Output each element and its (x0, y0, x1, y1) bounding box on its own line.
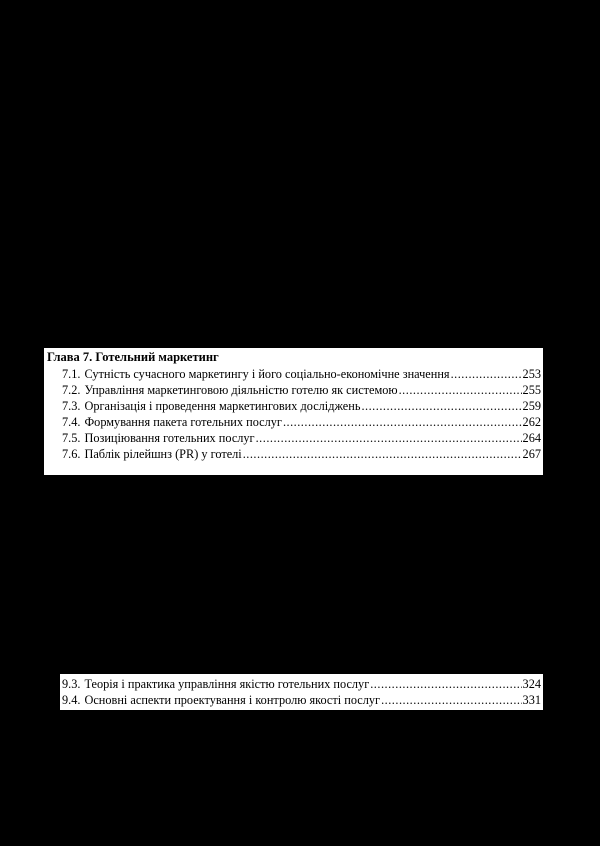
toc-entry-page: 253 (522, 367, 541, 381)
toc-entry[interactable] (62, 676, 541, 692)
toc-entry[interactable] (62, 430, 541, 446)
toc-entry-title: Організація і проведення маркетингових досліджень (84, 399, 361, 413)
toc-dot-leader (381, 692, 521, 708)
toc-entry-page: 259 (522, 399, 541, 413)
toc-panel-chapter-7 (44, 348, 543, 475)
toc-entry[interactable] (62, 382, 541, 398)
toc-entry-page: 255 (522, 383, 541, 397)
toc-entry-page: 267 (522, 447, 541, 461)
toc-entry-number: 7.1. (62, 367, 81, 381)
toc-entry-title: Управління маркетинговою діяльністю готелю як системою (84, 383, 398, 397)
toc-entry-page: 262 (522, 415, 541, 429)
toc-entry-number: 7.3. (62, 399, 81, 413)
toc-entry-number: 9.4. (62, 693, 81, 707)
toc-dot-leader (256, 430, 522, 446)
toc-dot-leader (361, 398, 521, 414)
toc-entry[interactable] (62, 366, 541, 382)
toc-entry[interactable] (62, 414, 541, 430)
toc-entry-title: Паблік рілейшнз (PR) у готелі (84, 447, 242, 461)
toc-entry-title: Теорія і практика управління якістю готельних послуг (84, 677, 370, 691)
toc-entry-title: Основні аспекти проектування і контролю якості послуг (84, 693, 381, 707)
toc-entry-number: 7.2. (62, 383, 81, 397)
toc-entry-number: 7.6. (62, 447, 81, 461)
toc-panel-chapter-9 (60, 674, 543, 710)
toc-entry-page: 324 (522, 677, 541, 691)
toc-entry-title: Сутність сучасного маркетингу і його соціально-економічне значення (84, 367, 450, 381)
toc-entry[interactable] (62, 692, 541, 708)
toc-entry-number: 9.3. (62, 677, 81, 691)
toc-entry-number: 7.5. (62, 431, 81, 445)
toc-entry-number: 7.4. (62, 415, 81, 429)
toc-entry[interactable] (62, 446, 541, 462)
toc-entry-page: 264 (522, 431, 541, 445)
toc-dot-leader (451, 366, 522, 382)
toc-entry[interactable] (62, 398, 541, 414)
toc-entry-title: Формування пакета готельних послуг (84, 415, 282, 429)
toc-dot-leader (283, 414, 522, 430)
chapter-title: Глава 7. Готельний маркетинг (47, 350, 219, 364)
toc-dot-leader (370, 676, 521, 692)
toc-entry-title: Позиціювання готельних послуг (84, 431, 255, 445)
toc-dot-leader (399, 382, 522, 398)
toc-dot-leader (243, 446, 522, 462)
toc-entry-page: 331 (522, 693, 541, 707)
